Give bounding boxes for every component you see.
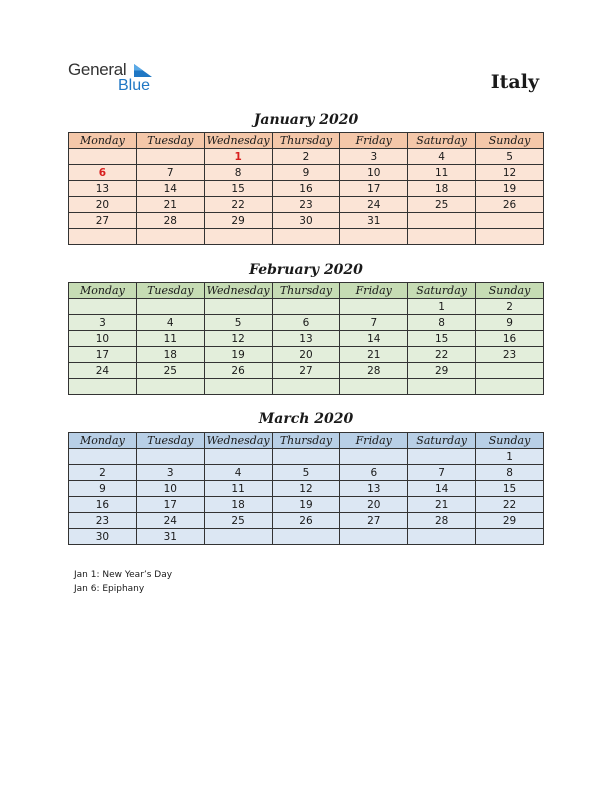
- day-cell: 5: [476, 149, 544, 165]
- day-cell: 1: [204, 149, 272, 165]
- day-cell: 7: [136, 165, 204, 181]
- day-cell: 9: [476, 315, 544, 331]
- day-cell: [408, 379, 476, 395]
- country-title: Italy: [490, 71, 539, 93]
- week-row: [69, 481, 544, 497]
- week-row: [69, 299, 544, 315]
- day-cell: 15: [204, 181, 272, 197]
- weekday-header: Tuesday: [136, 133, 204, 149]
- day-cell: [69, 449, 137, 465]
- day-cell: 6: [272, 315, 340, 331]
- day-cell: 27: [340, 513, 408, 529]
- weekday-header: Wednesday: [204, 433, 272, 449]
- week-row: [69, 347, 544, 363]
- week-row: [69, 379, 544, 395]
- day-cell: 28: [136, 213, 204, 229]
- day-cell: 20: [69, 197, 137, 213]
- week-row: [69, 331, 544, 347]
- day-cell: 25: [408, 197, 476, 213]
- day-cell: 8: [408, 315, 476, 331]
- day-cell: 9: [69, 481, 137, 497]
- day-cell: 5: [272, 465, 340, 481]
- day-cell: 12: [272, 481, 340, 497]
- day-cell: 1: [476, 449, 544, 465]
- day-cell: [476, 379, 544, 395]
- day-cell: [272, 229, 340, 245]
- month-title-february: February 2020: [249, 262, 363, 278]
- day-cell: [69, 229, 137, 245]
- day-cell: [340, 449, 408, 465]
- day-cell: [204, 449, 272, 465]
- day-cell: 18: [204, 497, 272, 513]
- day-cell: [136, 379, 204, 395]
- day-cell: [204, 229, 272, 245]
- day-cell: 24: [340, 197, 408, 213]
- day-cell: [69, 149, 137, 165]
- day-cell: 24: [69, 363, 137, 379]
- day-cell: 4: [136, 315, 204, 331]
- day-cell: 10: [136, 481, 204, 497]
- day-cell: 18: [408, 181, 476, 197]
- day-cell: 16: [69, 497, 137, 513]
- day-cell: 25: [204, 513, 272, 529]
- day-cell: 7: [408, 465, 476, 481]
- day-cell: 10: [69, 331, 137, 347]
- day-cell: 25: [136, 363, 204, 379]
- day-cell: 8: [204, 165, 272, 181]
- weekday-header: Monday: [69, 433, 137, 449]
- day-cell: [476, 229, 544, 245]
- week-row: [69, 213, 544, 229]
- day-cell: 22: [408, 347, 476, 363]
- day-cell: 16: [272, 181, 340, 197]
- day-cell: 2: [69, 465, 137, 481]
- week-row: [69, 449, 544, 465]
- weekday-header: Friday: [340, 283, 408, 299]
- day-cell: 29: [204, 213, 272, 229]
- weekday-header: Friday: [340, 433, 408, 449]
- logo-general-text: General: [68, 60, 127, 79]
- day-cell: 21: [136, 197, 204, 213]
- weekday-header: Wednesday: [204, 133, 272, 149]
- day-cell: [408, 229, 476, 245]
- month-title-march: March 2020: [258, 411, 354, 427]
- weekday-header: Tuesday: [136, 283, 204, 299]
- day-cell: 20: [340, 497, 408, 513]
- day-cell: 9: [272, 165, 340, 181]
- day-cell: [340, 379, 408, 395]
- day-cell: 13: [340, 481, 408, 497]
- day-cell: 31: [136, 529, 204, 545]
- day-cell: 11: [204, 481, 272, 497]
- day-cell: 12: [476, 165, 544, 181]
- day-cell: 30: [69, 529, 137, 545]
- day-cell: [408, 213, 476, 229]
- day-cell: 29: [476, 513, 544, 529]
- weekday-header: Sunday: [476, 133, 544, 149]
- day-cell: 30: [272, 213, 340, 229]
- day-cell: 12: [204, 331, 272, 347]
- week-row: [69, 465, 544, 481]
- day-cell: 21: [340, 347, 408, 363]
- week-row: [69, 149, 544, 165]
- week-row: [69, 529, 544, 545]
- week-row: [69, 315, 544, 331]
- day-cell: 18: [136, 347, 204, 363]
- day-cell: [272, 299, 340, 315]
- day-cell: 5: [204, 315, 272, 331]
- day-cell: 23: [272, 197, 340, 213]
- calendar-march: [68, 432, 544, 545]
- day-cell: 14: [408, 481, 476, 497]
- week-row: [69, 181, 544, 197]
- day-cell: [272, 379, 340, 395]
- day-cell: 11: [408, 165, 476, 181]
- weekday-header: Tuesday: [136, 433, 204, 449]
- day-cell: 27: [272, 363, 340, 379]
- week-row: [69, 497, 544, 513]
- weekday-header: Sunday: [476, 433, 544, 449]
- day-cell: 2: [272, 149, 340, 165]
- day-cell: [136, 449, 204, 465]
- day-cell: 27: [69, 213, 137, 229]
- day-cell: 23: [476, 347, 544, 363]
- month-title-january: January 2020: [253, 112, 359, 128]
- day-cell: 10: [340, 165, 408, 181]
- day-cell: 6: [340, 465, 408, 481]
- weekday-header: Monday: [69, 283, 137, 299]
- day-cell: [340, 299, 408, 315]
- holiday-note: Jan 6: Epiphany: [74, 584, 145, 594]
- weekday-header: Saturday: [408, 433, 476, 449]
- week-row: [69, 165, 544, 181]
- calendar-january: [68, 132, 544, 245]
- day-cell: 13: [69, 181, 137, 197]
- day-cell: 28: [340, 363, 408, 379]
- weekday-header: Wednesday: [204, 283, 272, 299]
- day-cell: 15: [476, 481, 544, 497]
- day-cell: 19: [272, 497, 340, 513]
- day-cell: 29: [408, 363, 476, 379]
- weekday-header: Thursday: [272, 433, 340, 449]
- day-cell: 8: [476, 465, 544, 481]
- day-cell: 24: [136, 513, 204, 529]
- day-cell: 23: [69, 513, 137, 529]
- day-cell: 4: [204, 465, 272, 481]
- calendar-february: [68, 282, 544, 395]
- weekday-header-row: [69, 433, 544, 449]
- weekday-header: Thursday: [272, 133, 340, 149]
- day-cell: 1: [408, 299, 476, 315]
- day-cell: [476, 363, 544, 379]
- day-cell: 17: [136, 497, 204, 513]
- day-cell: 26: [204, 363, 272, 379]
- day-cell: 20: [272, 347, 340, 363]
- day-cell: 11: [136, 331, 204, 347]
- day-cell: [204, 379, 272, 395]
- day-cell: [340, 229, 408, 245]
- day-cell: 26: [476, 197, 544, 213]
- day-cell: [136, 229, 204, 245]
- week-row: [69, 363, 544, 379]
- generalblue-logo: [68, 60, 168, 96]
- day-cell: 17: [340, 181, 408, 197]
- logo-flag-icon: [134, 64, 152, 77]
- weekday-header: Saturday: [408, 133, 476, 149]
- holiday-notes: [74, 568, 172, 596]
- day-cell: [69, 379, 137, 395]
- day-cell: 15: [408, 331, 476, 347]
- day-cell: [476, 529, 544, 545]
- day-cell: 22: [476, 497, 544, 513]
- day-cell: 31: [340, 213, 408, 229]
- day-cell: 19: [476, 181, 544, 197]
- week-row: [69, 197, 544, 213]
- day-cell: 13: [272, 331, 340, 347]
- weekday-header: Sunday: [476, 283, 544, 299]
- weekday-header: Monday: [69, 133, 137, 149]
- day-cell: 28: [408, 513, 476, 529]
- day-cell: [272, 529, 340, 545]
- day-cell: 3: [136, 465, 204, 481]
- day-cell: [204, 529, 272, 545]
- day-cell: [69, 299, 137, 315]
- day-cell: 14: [340, 331, 408, 347]
- weekday-header: Friday: [340, 133, 408, 149]
- logo-blue-text: Blue: [118, 77, 151, 94]
- day-cell: [272, 449, 340, 465]
- day-cell: 17: [69, 347, 137, 363]
- day-cell: 7: [340, 315, 408, 331]
- day-cell: [136, 299, 204, 315]
- day-cell: 3: [340, 149, 408, 165]
- day-cell: [408, 449, 476, 465]
- day-cell: 22: [204, 197, 272, 213]
- day-cell: 26: [272, 513, 340, 529]
- holiday-note: Jan 1: New Year’s Day: [74, 570, 173, 580]
- day-cell: 3: [69, 315, 137, 331]
- week-row: [69, 229, 544, 245]
- weekday-header-row: [69, 283, 544, 299]
- day-cell: [340, 529, 408, 545]
- day-cell: [204, 299, 272, 315]
- weekday-header: Saturday: [408, 283, 476, 299]
- day-cell: [408, 529, 476, 545]
- day-cell: 4: [408, 149, 476, 165]
- day-cell: 16: [476, 331, 544, 347]
- day-cell: 14: [136, 181, 204, 197]
- day-cell: [476, 213, 544, 229]
- weekday-header-row: [69, 133, 544, 149]
- day-cell: 2: [476, 299, 544, 315]
- day-cell: 19: [204, 347, 272, 363]
- day-cell: 21: [408, 497, 476, 513]
- day-cell: 6: [69, 165, 137, 181]
- weekday-header: Thursday: [272, 283, 340, 299]
- day-cell: [136, 149, 204, 165]
- week-row: [69, 513, 544, 529]
